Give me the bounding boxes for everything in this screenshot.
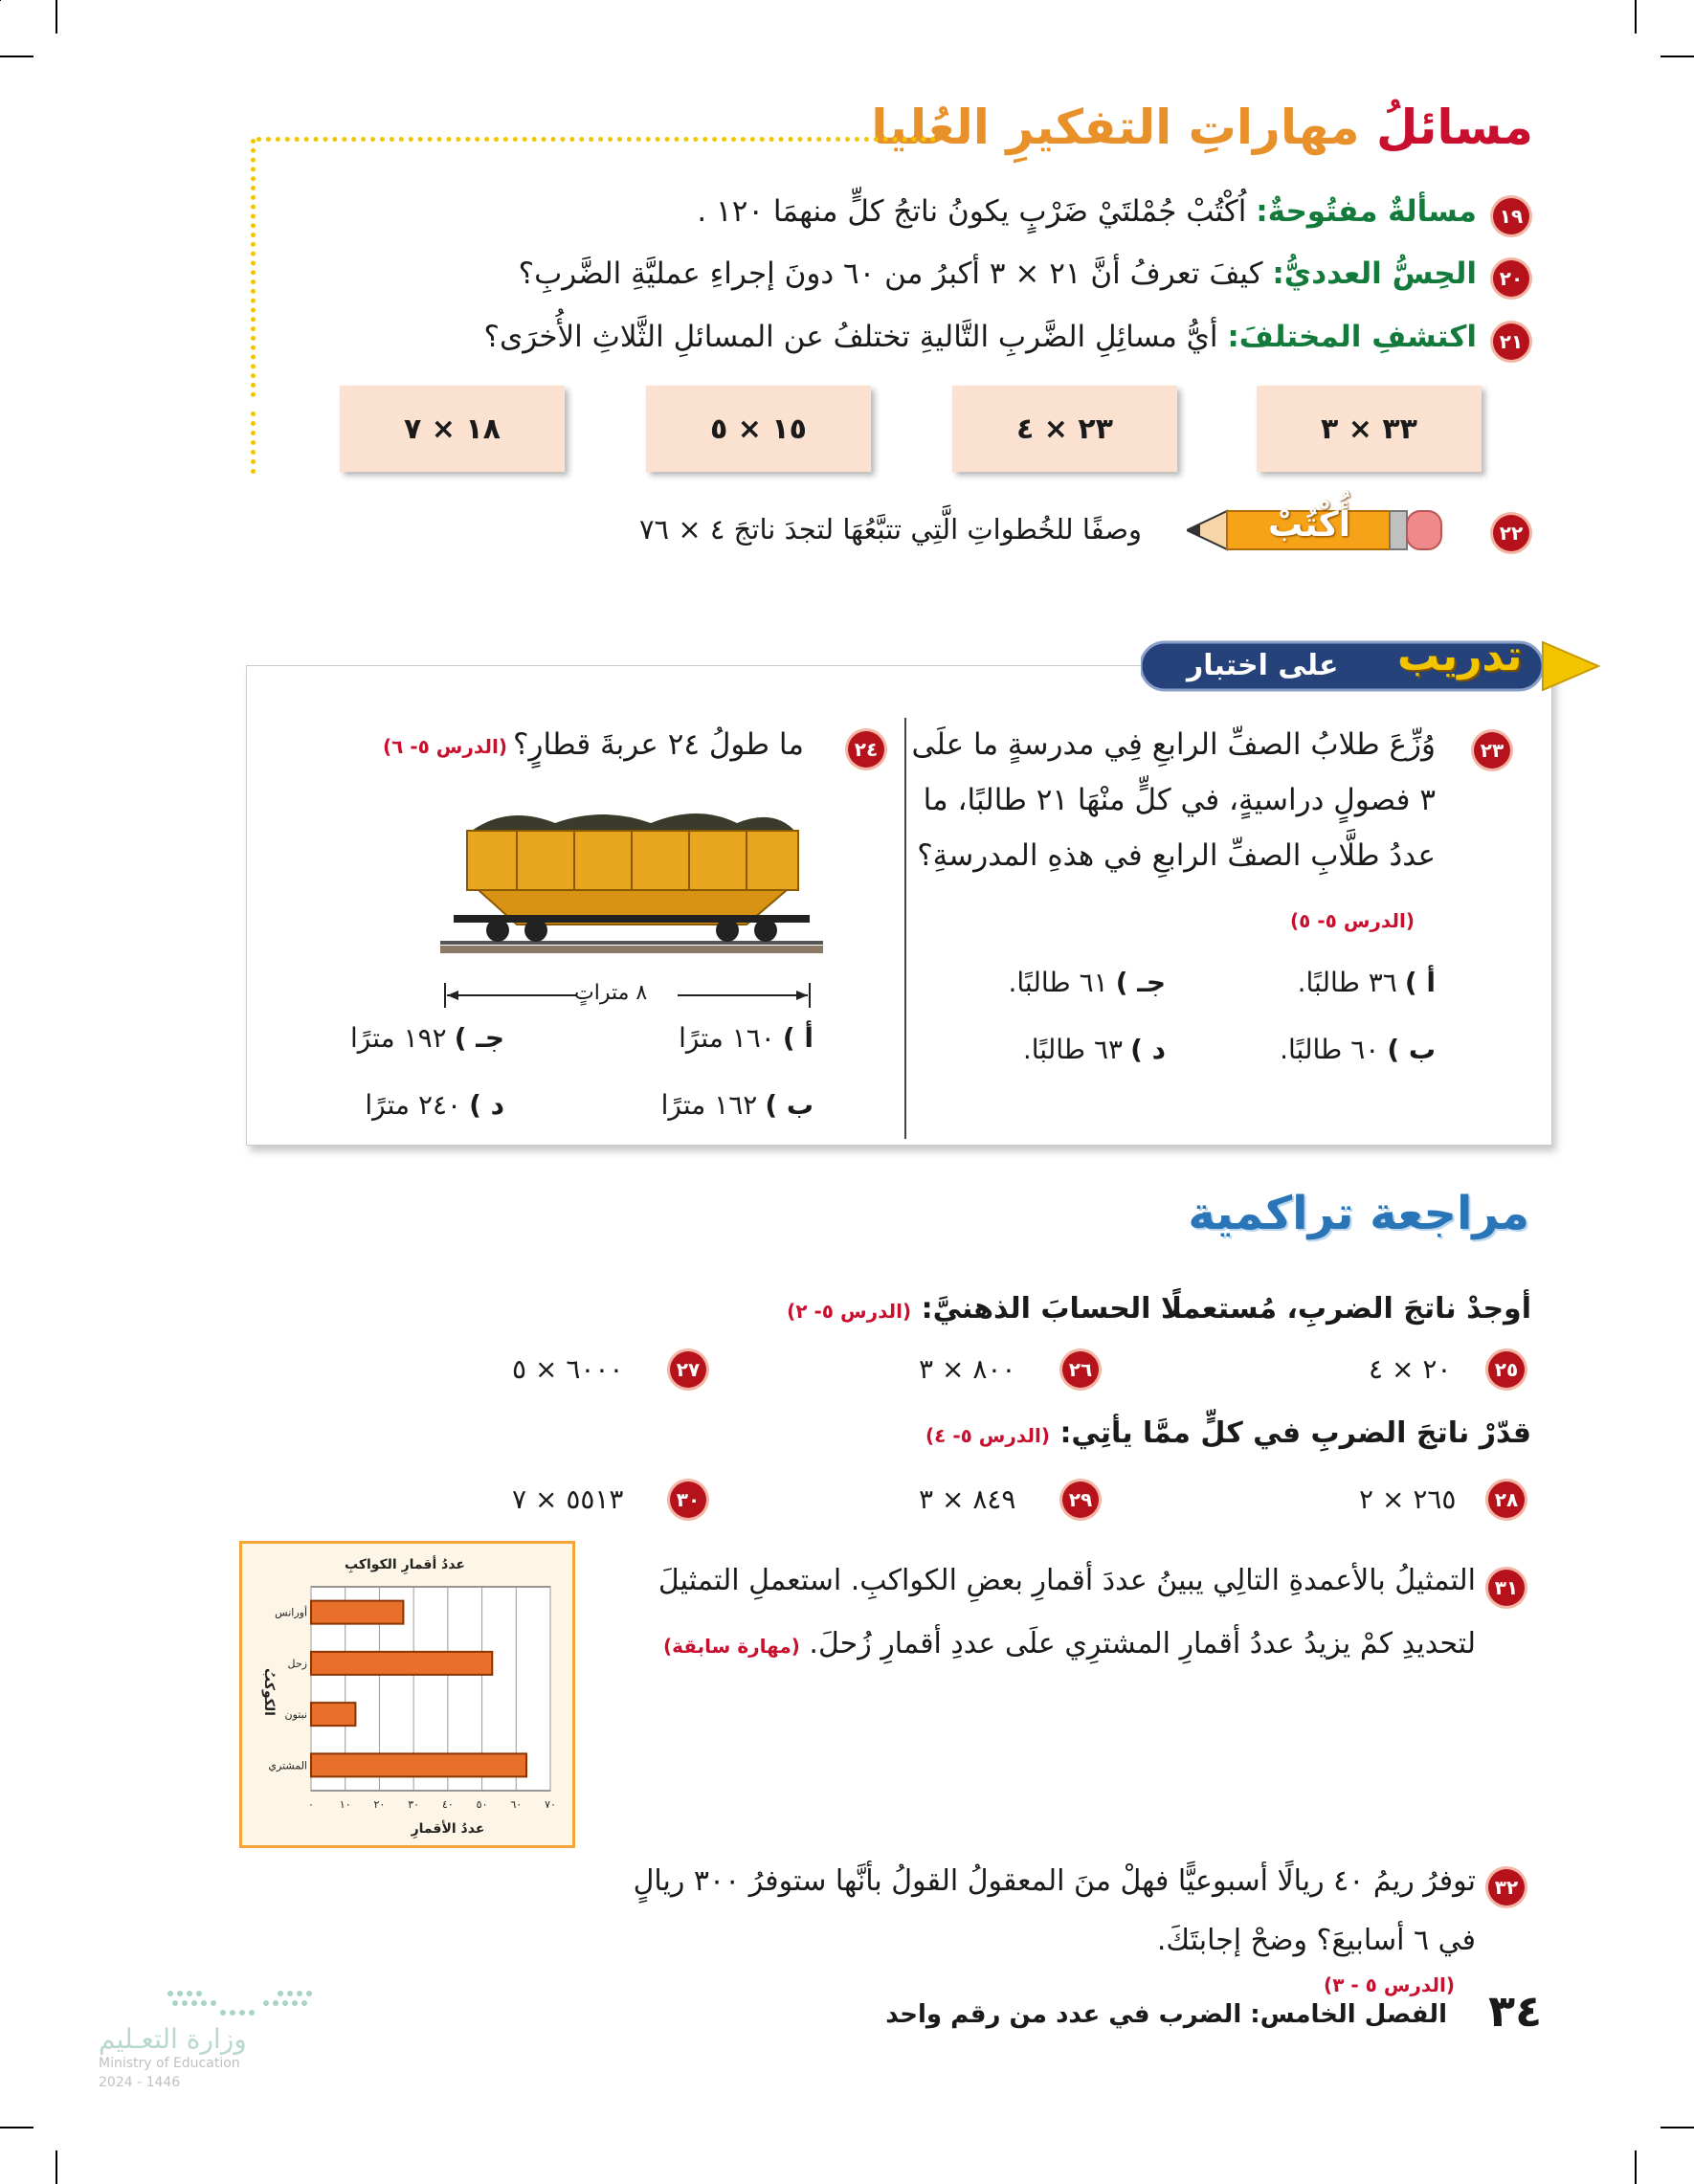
expr-25: ٢٠ × ٤	[1369, 1353, 1452, 1385]
problem-number: ٢٤	[848, 731, 884, 768]
title-main: مسائلُ	[1375, 100, 1533, 155]
problem-22: وصفًا للخُطواتِ الَّتِي تتبَّعُهَا لتجدَ ناتجَ ٤ × ٧٦	[638, 513, 1142, 546]
chart-xtick-label: ١٠	[339, 1798, 351, 1811]
dimension-label: ٨ متراتٍ	[574, 981, 648, 1005]
write-badge-label: أُكْتُبْ	[1268, 505, 1351, 545]
crop-mark	[0, 56, 33, 57]
chart-category-label: نبتون	[284, 1708, 307, 1722]
crop-mark	[0, 2127, 33, 2128]
column-divider	[904, 718, 906, 1139]
crop-mark	[1635, 2151, 1637, 2184]
problem-number: ٢٣	[1474, 732, 1510, 769]
problem-number: ٢٢	[1493, 515, 1529, 551]
expr-28: ٢٦٥ × ٢	[1359, 1483, 1457, 1515]
lesson-ref: (الدرس ٥ - ٣)	[1324, 1973, 1455, 1996]
lesson-ref: (الدرس ٥- ٥)	[1290, 909, 1415, 932]
crop-mark	[1661, 56, 1694, 57]
ministry-year: 2024 - 1446	[99, 2075, 181, 2090]
chart-svg	[242, 1544, 572, 1845]
dotted-divider	[251, 139, 256, 397]
chart-xtick-label: ٥٠	[476, 1798, 488, 1811]
option-card: ٢٣ × ٤	[952, 386, 1177, 472]
section-title-review: مراجعة تراكمية	[1188, 1187, 1529, 1240]
review-instruction-1: أوجدْ ناتجَ الضربِ، مُستعملًا الحسابَ الذهنيَّ: (الدرس ٥- ٢)	[787, 1292, 1531, 1326]
chart-category-label: زحل	[287, 1657, 307, 1670]
problem-number: ٣١	[1488, 1570, 1525, 1606]
page-number: ٣٤	[1488, 1985, 1543, 2037]
problem-number: ٢٨	[1488, 1482, 1525, 1518]
review-instruction-2: قدّرْ ناتجَ الضربِ في كلٍّ ممَّا يأتِي: (الدرس ٥- ٤)	[925, 1416, 1531, 1450]
ministry-logo-icon	[161, 1986, 319, 2024]
choice-b: ب )٦٠ طالبًا.	[1280, 1034, 1436, 1065]
choice-c: جـ )٦١ طالبًا.	[1008, 967, 1166, 998]
problem-number: ٢٥	[1488, 1351, 1525, 1388]
choice-d: د )٦٣ طالبًا.	[1022, 1034, 1166, 1065]
chart-xlabel: عددُ الأقمارِ	[411, 1821, 485, 1837]
chart-xtick-label: ٤٠	[441, 1798, 454, 1811]
moons-bar-chart	[239, 1541, 575, 1848]
problem-21: اكتشفِ المختلفَ: أيُّ مسائِلِ الضَّربِ التَّاليةِ تختلفُ عن المسائلِ الثَّلاثِ الأُخرَى؟	[483, 320, 1477, 354]
chart-title: عددُ أقمارِ الكواكبِ	[345, 1557, 465, 1572]
choice-b: ب )١٦٢ مترًا	[660, 1089, 814, 1121]
q32-line-1: توفرُ ريمُ ٤٠ ريالًا أسبوعيًّا فهلْ منَ المعقولُ القولُ بأنَّها ستوفرُ ٣٠٠ ريالٍ	[633, 1864, 1476, 1898]
chart-bar	[311, 1601, 403, 1624]
chart-xtick-label: ٠	[308, 1798, 314, 1811]
choice-d: د )٢٤٠ مترًا	[365, 1089, 504, 1121]
crop-mark	[1635, 0, 1637, 33]
q23-line-1: وُزِّعَ طلابُ الصفِّ الرابعِ فِي مدرسةٍ ما علَى	[911, 727, 1436, 762]
chart-bar	[311, 1703, 355, 1726]
dotted-divider	[256, 137, 936, 142]
footer-chapter: الفصل الخامس: الضرب في عدد من رقم واحد	[885, 2000, 1447, 2029]
ministry-name-ar: وزارة التعـليم	[99, 2023, 247, 2055]
problem-number: ٢٩	[1062, 1482, 1099, 1518]
problem-number: ٣٠	[670, 1482, 706, 1518]
expr-26: ٨٠٠ × ٣	[919, 1353, 1016, 1385]
chart-ylabel: الكوكبُ	[261, 1668, 277, 1716]
train-car-image	[440, 802, 823, 965]
q31-line-1: التمثيلُ بالأعمدةِ التالِي يبينُ عددَ أقمارِ بعضِ الكواكبِ. استعملِ التمثيلَ	[658, 1564, 1476, 1597]
chart-bar	[311, 1753, 526, 1776]
dotted-divider	[251, 412, 256, 474]
expr-29: ٨٤٩ × ٣	[919, 1483, 1016, 1515]
title-sub: مهاراتِ التفكيرِ العُليا	[871, 100, 1360, 155]
q32-line-2: في ٦ أسابيعَ؟ وضحْ إجابتَكَ.	[1156, 1924, 1476, 1957]
choice-c: جـ )١٩٢ مترًا	[350, 1022, 504, 1054]
section-title-hots	[871, 100, 1533, 155]
expr-27: ٦٠٠٠ × ٥	[512, 1353, 624, 1385]
ministry-name-en: Ministry of Education	[99, 2056, 240, 2071]
problem-number: ٢٧	[670, 1351, 706, 1388]
problem-19: مسألةٌ مفتُوحةٌ: اُكْتُبْ جُمْلتَيْ ضَرْبٍ يكونُ ناتجُ كلٍّ منهمَا ١٢٠ .	[697, 194, 1477, 229]
q24-text: ما طولُ ٢٤ عربةَ قطارٍ؟	[513, 727, 804, 762]
chart-xtick-label: ٦٠	[510, 1798, 523, 1811]
q23-line-2: ٣ فصولٍ دراسيةٍ، في كلٍّ منْهَا ٢١ طالبًا، ما	[923, 783, 1436, 817]
crop-mark	[56, 2151, 57, 2184]
chart-xtick-label: ٣٠	[408, 1798, 420, 1811]
lesson-ref: (الدرس ٥- ٦)	[383, 735, 507, 758]
chart-xtick-label: ٢٠	[373, 1798, 386, 1811]
chart-bar	[311, 1652, 492, 1675]
choice-a: أ )٣٦ طالبًا.	[1297, 967, 1436, 998]
choice-a: أ )١٦٠ مترًا	[679, 1022, 814, 1054]
chart-category-label: أورانس	[275, 1606, 307, 1619]
problem-number: ٢٦	[1062, 1351, 1099, 1388]
problem-number: ٣٢	[1488, 1869, 1525, 1905]
expr-30: ٥٥١٣ × ٧	[512, 1483, 624, 1515]
crop-mark	[1661, 2127, 1694, 2128]
problem-number: ٢٠	[1493, 260, 1529, 297]
practice-banner-big: تدريب	[1397, 632, 1523, 680]
q23-line-3: عددُ طلَّابِ الصفِّ الرابعِ في هذهِ المدرسةِ؟	[917, 838, 1436, 873]
q31-line-2: لتحديدِ كمْ يزيدُ عددُ أقمارِ المشترِي علَى عددِ أقمارِ زُحلَ. (مهارة سابقة)	[663, 1627, 1476, 1660]
chart-category-label: المشتري	[268, 1759, 307, 1772]
problem-number: ٢١	[1493, 323, 1529, 360]
problem-20: الحِسُّ العدديُّ: كيفَ تعرفُ أنَّ ٢١ × ٣ أكبرُ من ٦٠ دونَ إجراءِ عمليَّةِ الضَّربِ؟	[518, 256, 1477, 291]
problem-number: ١٩	[1493, 198, 1529, 234]
option-card: ١٥ × ٥	[646, 386, 871, 472]
practice-banner-small: على اختبار	[1187, 649, 1339, 682]
crop-mark	[56, 0, 57, 33]
option-card: ٣٣ × ٣	[1257, 386, 1482, 472]
chart-xtick-label: ٧٠	[545, 1798, 556, 1811]
option-card: ١٨ × ٧	[340, 386, 565, 472]
